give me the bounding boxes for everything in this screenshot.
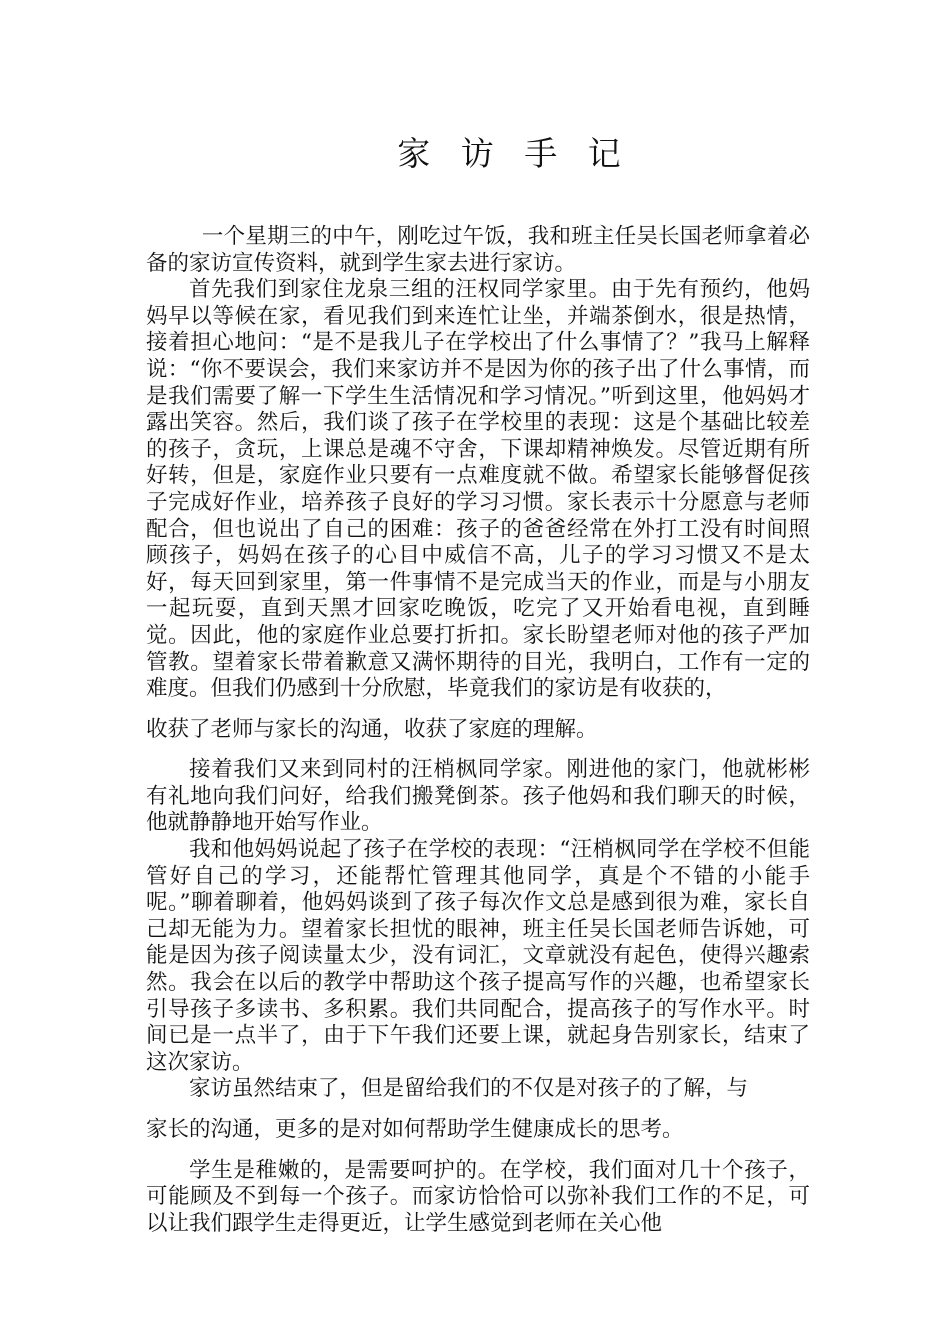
paragraph-5-main: 家访虽然结束了，但是留给我们的不仅是对孩子的了解，与 bbox=[189, 1076, 749, 1102]
paragraph-2-tail: 收获了老师与家长的沟通，收获了家庭的理解。 bbox=[146, 716, 598, 742]
paragraph-5-tail: 家长的沟通，更多的是对如何帮助学生健康成长的思考。 bbox=[146, 1117, 684, 1142]
paragraph-4: 我和他妈妈说起了孩子在学校的表现：“汪梢枫同学在学校不但能管好自己的学习，还能帮忙管理其他同学，真是个不错的小能手呢。”聊着聊着，他妈妈谈到了孩子每次作文总是感到很为难，家长自己却无能为力。望着家长担忧的眼神，班主任吴长国老师告诉她，可能是因为孩子阅读量太少，没有词汇，文章就没有起色，使得兴趣索然。我会在以后的教学中帮助这个孩子提高写作的兴趣，也希望家长引导孩子多读书、多积累。我们共同配合，提高孩子的写作水平。时间已是一点半了，由于下午我们还要上课，就起身告别家长，结束了这次家访。 bbox=[146, 837, 810, 1075]
paragraph-2 bbox=[146, 277, 810, 743]
paragraph-2-main: 首先我们到家住龙泉三组的汪权同学家里。由于先有预约，他妈妈早以等候在家，看见我们到来连忙让坐，并端茶倒水，很是热情，接着担心地问：“是不是我儿子在学校出了什么事情了？”我马上解释说：“你不要误会，我们来家访并不是因为你的孩子出了什么事情，而是我们需要了解一下学生生活情况和学习情况。”听到这里，他妈妈才露出笑容。然后，我们谈了孩子在学校里的表现：这是个基础比较差的孩子，贪玩，上课总是魂不守舍，下课却精神焕发。尽管近期有所好转，但是，家庭作业只要有一点难度就不做。希望家长能够督促孩子完成好作业，培养孩子良好的学习习惯。家长表示十分愿意与老师配合，但也说出了自己的困难：孩子的爸爸经常在外打工没有时间照顾孩子，妈妈在孩子的心目中威信不高，儿子的学习习惯又不是太好，每天回到家里，第一件事情不是完成当天的作业，而是与小朋友一起玩耍，直到天黑才回家吃晚饭，吃完了又开始看电视，直到睡觉。因此，他的家庭作业总要打折扣。家长盼望老师对他的孩子严加管教。望着家长带着歉意又满怀期待的目光，我明白，工作有一定的难度。但我们仍感到十分欣慰，毕竟我们的家访是有收获的， bbox=[146, 277, 810, 702]
paragraph-5 bbox=[146, 1076, 810, 1143]
paragraph-1: 一个星期三的中午，刚吃过午饭，我和班主任吴长国老师拿着必备的家访宣传资料，就到学生家去进行家访。 bbox=[146, 224, 810, 276]
paragraph-3: 接着我们又来到同村的汪梢枫同学家。刚进他的家门，他就彬彬有礼地向我们问好，给我们搬凳倒茶。孩子他妈和我们聊天的时候，他就静静地开始写作业。 bbox=[146, 757, 810, 836]
paragraph-6: 学生是稚嫩的，是需要呵护的。在学校，我们面对几十个孩子，可能顾及不到每一个孩子。而家访恰恰可以弥补我们工作的不足，可以让我们跟学生走得更近，让学生感觉到老师在关心他 bbox=[146, 1157, 810, 1236]
document-body bbox=[146, 224, 810, 1237]
document-title: 家 访 手 记 bbox=[397, 134, 631, 173]
